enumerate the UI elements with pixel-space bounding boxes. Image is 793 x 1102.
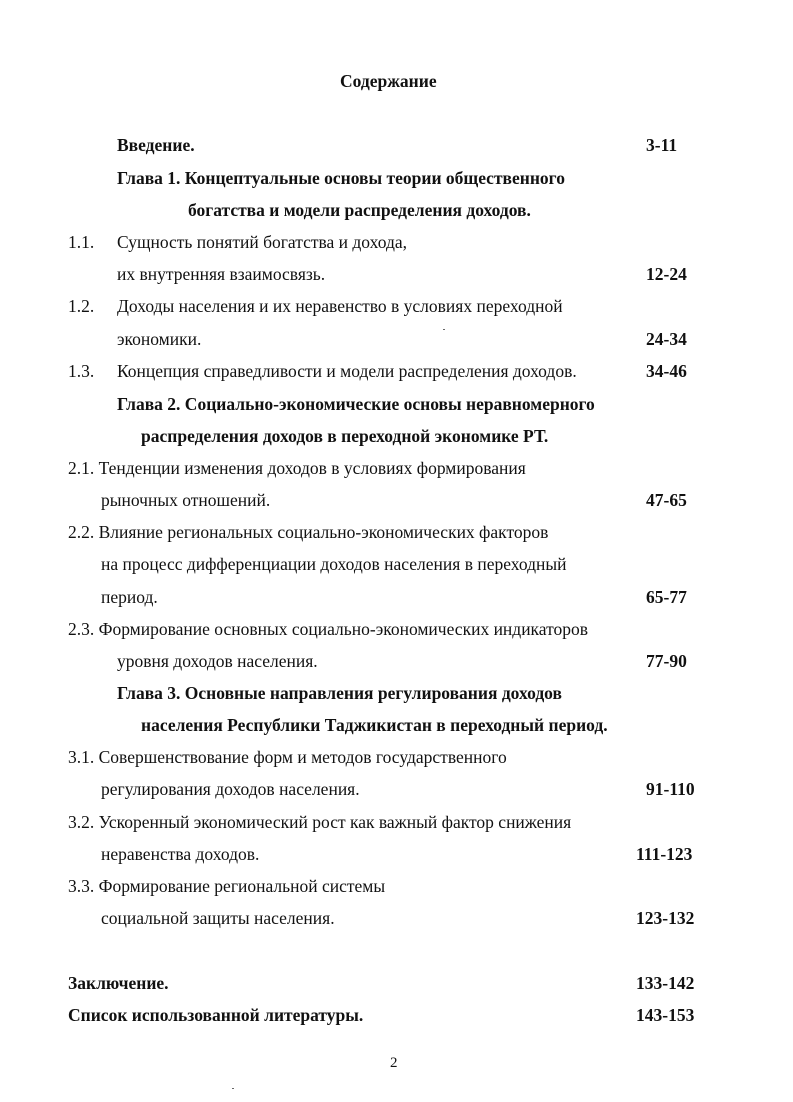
section-2-3-pages: 77-90: [646, 651, 687, 671]
section-2-3-line2: уровня доходов населения.: [117, 651, 318, 671]
chapter-2-heading-line1: Глава 2. Социально-экономические основы неравномерного: [117, 394, 595, 414]
section-3-1-line2: регулирования доходов населения.: [101, 779, 360, 799]
section-2-2-line3: период.: [101, 587, 158, 607]
section-3-2-pages: 111-123: [636, 844, 693, 864]
section-2-3-line1: 2.3. Формирование основных социально-экономических индикаторов: [68, 619, 589, 639]
chapter-2-heading-line2: распределения доходов в переходной экономике РТ.: [141, 426, 549, 446]
section-3-3-pages: 123-132: [636, 908, 695, 928]
toc-references-label: Список использованной литературы.: [68, 1005, 364, 1025]
section-1-3-pages: 34-46: [646, 361, 687, 381]
section-1-3-line1: Концепция справедливости и модели распределения доходов.: [117, 361, 577, 381]
section-2-1-pages: 47-65: [646, 490, 687, 510]
section-1-1-line2: их внутренняя взаимосвязь.: [117, 264, 326, 284]
toc-intro-label: Введение.: [117, 135, 195, 155]
section-2-1-line1: 2.1. Тенденции изменения доходов в условиях формирования: [68, 458, 526, 478]
toc-conclusion-pages: 133-142: [636, 973, 695, 993]
section-1-2-pages: 24-34: [646, 329, 687, 349]
section-1-1-line1: Сущность понятий богатства и дохода,: [117, 232, 407, 252]
section-3-1-pages: 91-110: [646, 779, 695, 799]
chapter-3-heading-line2: населения Республики Таджикистан в переходный период.: [141, 715, 608, 735]
section-1-1-pages: 12-24: [646, 264, 687, 284]
section-1-2-number: 1.2.: [68, 296, 95, 316]
toc-conclusion-label: Заключение.: [68, 973, 169, 993]
section-1-1-number: 1.1.: [68, 232, 95, 252]
section-3-2-line2: неравенства доходов.: [101, 844, 260, 864]
chapter-3-heading-line1: Глава 3. Основные направления регулирования доходов: [117, 683, 562, 703]
section-2-2-line2: на процесс дифференциации доходов населения в переходный: [101, 554, 567, 574]
scan-speck: [232, 1088, 234, 1089]
page-number: 2: [390, 1055, 398, 1071]
section-3-3-line2: социальной защиты населения.: [101, 908, 335, 928]
section-3-1-line1: 3.1. Совершенствование форм и методов государственного: [68, 747, 507, 767]
section-1-2-line2: экономики.: [117, 329, 202, 349]
chapter-1-heading-line1: Глава 1. Концептуальные основы теории общественного: [117, 168, 565, 188]
page-title: Содержание: [340, 71, 437, 91]
section-2-1-line2: рыночных отношений.: [101, 490, 271, 510]
section-3-2-line1: 3.2. Ускоренный экономический рост как важный фактор снижения: [68, 812, 572, 832]
section-1-2-line1: Доходы населения и их неравенство в условиях переходной: [117, 296, 563, 316]
scan-speck: [443, 329, 445, 330]
section-3-3-line1: 3.3. Формирование региональной системы: [68, 876, 386, 896]
toc-intro-pages: 3-11: [646, 135, 678, 155]
section-1-3-number: 1.3.: [68, 361, 95, 381]
section-2-2-pages: 65-77: [646, 587, 687, 607]
section-2-2-line1: 2.2. Влияние региональных социально-экономических факторов: [68, 522, 549, 542]
toc-references-pages: 143-153: [636, 1005, 695, 1025]
chapter-1-heading-line2: богатства и модели распределения доходов.: [188, 200, 531, 220]
